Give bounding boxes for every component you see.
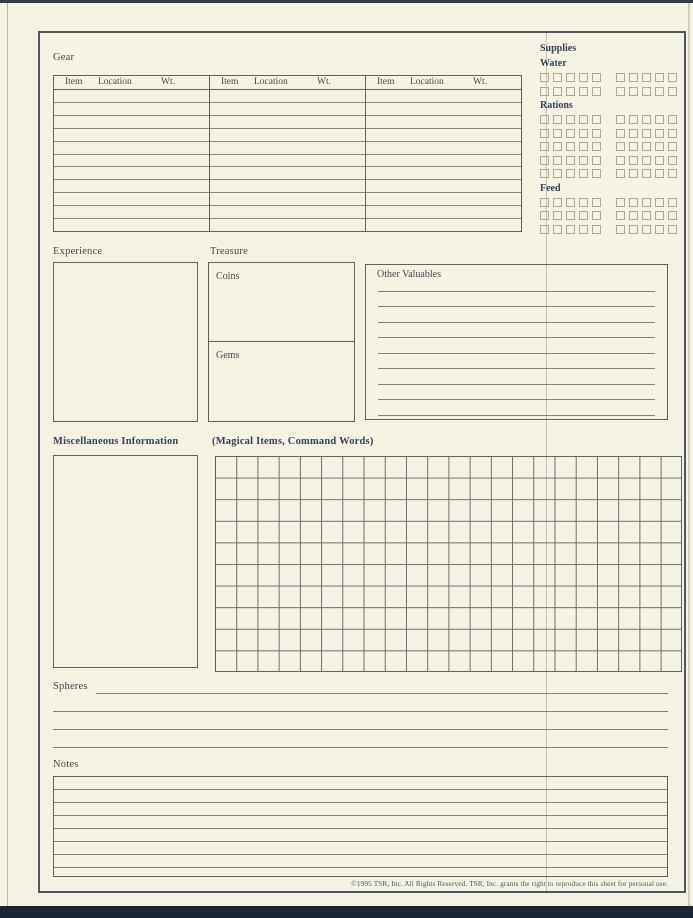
spheres-extra-lines xyxy=(53,694,668,748)
supply-checkbox[interactable] xyxy=(566,115,575,124)
supply-checkbox[interactable] xyxy=(655,156,664,165)
checkbox-cluster xyxy=(540,156,601,165)
supply-checkbox[interactable] xyxy=(629,115,638,124)
notes-line[interactable] xyxy=(54,803,667,816)
gear-row[interactable] xyxy=(54,129,209,142)
supply-checkbox[interactable] xyxy=(553,115,562,124)
gear-row[interactable] xyxy=(366,129,521,142)
supply-checkbox[interactable] xyxy=(629,129,638,138)
checkbox-cluster xyxy=(616,87,677,96)
supply-checkbox[interactable] xyxy=(592,115,601,124)
other-valuables-line[interactable] xyxy=(378,307,655,323)
gear-row[interactable] xyxy=(210,155,365,168)
supply-checkbox[interactable] xyxy=(553,142,562,151)
gear-row[interactable] xyxy=(366,180,521,193)
page-bottom-edge xyxy=(0,906,693,918)
gear-column-header: Item xyxy=(65,77,83,87)
supply-checkbox[interactable] xyxy=(642,129,651,138)
supply-checkbox[interactable] xyxy=(642,198,651,207)
supply-checkbox[interactable] xyxy=(553,156,562,165)
gear-row[interactable] xyxy=(366,167,521,180)
gear-row[interactable] xyxy=(54,167,209,180)
gear-row[interactable] xyxy=(210,206,365,219)
supply-checkbox[interactable] xyxy=(592,156,601,165)
supply-checkbox[interactable] xyxy=(629,169,638,178)
misc-info-label: Miscellaneous Information xyxy=(53,436,179,447)
supply-checkbox[interactable] xyxy=(592,198,601,207)
supply-checkbox[interactable] xyxy=(553,225,562,234)
supply-checkbox[interactable] xyxy=(655,115,664,124)
notes-line[interactable] xyxy=(54,777,667,790)
supply-checkbox[interactable] xyxy=(668,211,677,220)
gear-row[interactable] xyxy=(54,155,209,168)
supply-checkbox[interactable] xyxy=(566,211,575,220)
gear-table-group xyxy=(366,76,521,231)
supply-checkbox[interactable] xyxy=(579,87,588,96)
supply-checkbox[interactable] xyxy=(642,156,651,165)
gear-row[interactable] xyxy=(210,142,365,155)
gear-column-header: Item xyxy=(221,77,239,87)
supply-checkbox[interactable] xyxy=(668,115,677,124)
spheres-line[interactable] xyxy=(53,712,668,730)
checkbox-row xyxy=(540,87,674,96)
copyright-text: ©1995 TSR, Inc. All Rights Reserved. TSR, Inc. grants the right to reproduce this sheet for personal use. xyxy=(351,879,668,888)
supply-checkbox[interactable] xyxy=(616,87,625,96)
other-valuables-line[interactable] xyxy=(378,385,655,401)
spheres-line[interactable] xyxy=(53,694,668,712)
gear-row[interactable] xyxy=(54,103,209,116)
gear-column-header: Wt. xyxy=(473,77,487,87)
other-valuables-line[interactable] xyxy=(378,338,655,354)
supply-checkbox[interactable] xyxy=(668,169,677,178)
supply-checkbox[interactable] xyxy=(668,129,677,138)
supply-checkbox[interactable] xyxy=(579,211,588,220)
supplies-label: Supplies xyxy=(540,43,577,54)
supply-checkbox[interactable] xyxy=(642,73,651,82)
supply-checkbox[interactable] xyxy=(579,225,588,234)
supply-checkbox[interactable] xyxy=(655,129,664,138)
supply-checkbox[interactable] xyxy=(616,73,625,82)
other-valuables-line[interactable] xyxy=(378,400,655,416)
supply-checkbox[interactable] xyxy=(579,198,588,207)
supply-checkbox[interactable] xyxy=(579,169,588,178)
gear-row[interactable] xyxy=(210,90,365,103)
page-left-edge xyxy=(7,3,8,906)
supply-checkbox[interactable] xyxy=(553,73,562,82)
supply-checkbox[interactable] xyxy=(655,225,664,234)
checkbox-cluster xyxy=(540,198,601,207)
supply-checkbox[interactable] xyxy=(629,211,638,220)
gear-row[interactable] xyxy=(366,155,521,168)
supply-checkbox[interactable] xyxy=(566,129,575,138)
supply-checkbox[interactable] xyxy=(629,156,638,165)
supply-checkbox[interactable] xyxy=(540,129,549,138)
gear-row[interactable] xyxy=(210,129,365,142)
coins-label: Coins xyxy=(216,271,240,282)
supply-checkbox[interactable] xyxy=(655,198,664,207)
supply-checkbox[interactable] xyxy=(553,169,562,178)
supply-checkbox[interactable] xyxy=(566,87,575,96)
gear-row[interactable] xyxy=(366,90,521,103)
misc-info-box[interactable] xyxy=(53,455,198,668)
gear-row[interactable] xyxy=(210,116,365,129)
notes-line[interactable] xyxy=(54,855,667,868)
supply-checkbox[interactable] xyxy=(616,115,625,124)
notes-line[interactable] xyxy=(54,790,667,803)
checkbox-cluster xyxy=(540,142,601,151)
supply-checkbox[interactable] xyxy=(579,115,588,124)
supply-checkbox[interactable] xyxy=(579,142,588,151)
gear-table-header xyxy=(54,76,209,90)
supply-checkbox[interactable] xyxy=(642,211,651,220)
gear-row[interactable] xyxy=(366,103,521,116)
gear-row[interactable] xyxy=(54,193,209,206)
supply-checkbox[interactable] xyxy=(616,156,625,165)
gear-row[interactable] xyxy=(54,90,209,103)
checkbox-cluster xyxy=(540,129,601,138)
checkbox-cluster xyxy=(616,169,677,178)
supply-checkbox[interactable] xyxy=(540,225,549,234)
checkbox-row xyxy=(540,156,674,165)
gear-row[interactable] xyxy=(366,193,521,206)
supplies-groups xyxy=(540,58,674,234)
supply-checkbox[interactable] xyxy=(668,156,677,165)
checkbox-cluster xyxy=(616,156,677,165)
supplies-section xyxy=(540,43,674,238)
other-valuables-line[interactable] xyxy=(378,323,655,339)
other-valuables-line[interactable] xyxy=(378,276,655,292)
checkbox-cluster xyxy=(616,211,677,220)
gems-label: Gems xyxy=(216,350,240,361)
checkbox-row xyxy=(540,211,674,220)
checkbox-cluster xyxy=(616,142,677,151)
gear-row[interactable] xyxy=(210,180,365,193)
checkbox-cluster xyxy=(540,73,601,82)
notes-box[interactable] xyxy=(53,776,668,877)
gear-table-header xyxy=(366,76,521,90)
supplies-group-label: Water xyxy=(540,58,567,69)
supply-checkbox[interactable] xyxy=(566,169,575,178)
supply-checkbox[interactable] xyxy=(566,142,575,151)
supply-checkbox[interactable] xyxy=(655,87,664,96)
gear-row[interactable] xyxy=(366,219,521,231)
supply-checkbox[interactable] xyxy=(579,129,588,138)
checkbox-cluster xyxy=(540,225,601,234)
supply-checkbox[interactable] xyxy=(616,198,625,207)
supply-checkbox[interactable] xyxy=(566,73,575,82)
gear-column-header: Wt. xyxy=(317,77,331,87)
supply-checkbox[interactable] xyxy=(616,225,625,234)
supply-checkbox[interactable] xyxy=(592,142,601,151)
coins-gems-box xyxy=(208,262,355,422)
supply-checkbox[interactable] xyxy=(540,198,549,207)
supply-checkbox[interactable] xyxy=(540,211,549,220)
gear-row[interactable] xyxy=(54,180,209,193)
page-top-edge xyxy=(0,0,693,3)
gear-column-header: Location xyxy=(254,77,288,87)
other-valuables-box[interactable] xyxy=(365,264,668,420)
spheres-label: Spheres xyxy=(53,681,88,692)
checkbox-cluster xyxy=(616,129,677,138)
supply-checkbox[interactable] xyxy=(579,156,588,165)
checkbox-cluster xyxy=(616,73,677,82)
gear-row[interactable] xyxy=(366,142,521,155)
checkbox-row xyxy=(540,142,674,151)
supply-checkbox[interactable] xyxy=(540,115,549,124)
coins-box[interactable] xyxy=(209,263,354,342)
magical-items-grid[interactable] xyxy=(215,456,682,672)
notes-line[interactable] xyxy=(54,829,667,842)
checkbox-cluster xyxy=(616,198,677,207)
treasure-section-label: Treasure xyxy=(210,246,248,257)
checkbox-cluster xyxy=(540,211,601,220)
supply-checkbox[interactable] xyxy=(540,142,549,151)
supply-checkbox[interactable] xyxy=(668,142,677,151)
supply-checkbox[interactable] xyxy=(566,156,575,165)
gear-table-header xyxy=(210,76,365,90)
other-valuables-label: Other Valuables xyxy=(377,269,441,280)
supply-checkbox[interactable] xyxy=(616,142,625,151)
experience-box[interactable] xyxy=(53,262,198,422)
magical-items-label: (Magical Items, Command Words) xyxy=(212,436,374,447)
checkbox-row xyxy=(540,225,674,234)
other-valuables-line[interactable] xyxy=(378,354,655,370)
supply-checkbox[interactable] xyxy=(642,87,651,96)
supply-checkbox[interactable] xyxy=(579,73,588,82)
supply-checkbox[interactable] xyxy=(540,156,549,165)
supply-checkbox[interactable] xyxy=(668,87,677,96)
notes-label: Notes xyxy=(53,759,79,770)
page-right-edge xyxy=(688,3,690,906)
gems-box[interactable] xyxy=(209,342,354,421)
supply-checkbox[interactable] xyxy=(629,73,638,82)
supply-checkbox[interactable] xyxy=(642,142,651,151)
gear-row[interactable] xyxy=(366,206,521,219)
checkbox-cluster xyxy=(616,115,677,124)
gear-row[interactable] xyxy=(210,193,365,206)
supplies-group-label: Feed xyxy=(540,182,561,194)
gear-table-group xyxy=(210,76,366,231)
supply-checkbox[interactable] xyxy=(540,87,549,96)
supply-checkbox[interactable] xyxy=(592,87,601,96)
gear-row[interactable] xyxy=(54,116,209,129)
supply-checkbox[interactable] xyxy=(616,211,625,220)
gear-row[interactable] xyxy=(210,167,365,180)
supply-checkbox[interactable] xyxy=(553,87,562,96)
supply-checkbox[interactable] xyxy=(592,211,601,220)
checkbox-row xyxy=(540,129,674,138)
supply-checkbox[interactable] xyxy=(616,169,625,178)
gear-column-header: Wt. xyxy=(161,77,175,87)
other-valuables-line[interactable] xyxy=(378,369,655,385)
spheres-line[interactable] xyxy=(96,681,668,694)
supply-checkbox[interactable] xyxy=(553,211,562,220)
notes-line[interactable] xyxy=(54,816,667,829)
supply-checkbox[interactable] xyxy=(655,142,664,151)
gear-table xyxy=(53,75,522,232)
supply-checkbox[interactable] xyxy=(592,129,601,138)
supply-checkbox[interactable] xyxy=(592,169,601,178)
checkbox-cluster xyxy=(616,225,677,234)
supplies-group-label: Rations xyxy=(540,100,573,111)
gear-column-header: Location xyxy=(98,77,132,87)
supply-checkbox[interactable] xyxy=(553,129,562,138)
supply-checkbox[interactable] xyxy=(629,87,638,96)
checkbox-row xyxy=(540,169,674,178)
other-valuables-lines xyxy=(378,276,655,416)
supply-checkbox[interactable] xyxy=(668,198,677,207)
checkbox-cluster xyxy=(540,169,601,178)
gear-table-group xyxy=(54,76,210,231)
other-valuables-line[interactable] xyxy=(378,292,655,308)
gear-section-label: Gear xyxy=(53,52,75,63)
supply-checkbox[interactable] xyxy=(553,198,562,207)
gear-row[interactable] xyxy=(54,219,209,231)
experience-section-label: Experience xyxy=(53,246,103,257)
supply-checkbox[interactable] xyxy=(655,169,664,178)
supply-checkbox[interactable] xyxy=(540,73,549,82)
gear-row[interactable] xyxy=(54,206,209,219)
checkbox-row xyxy=(540,73,674,82)
supply-checkbox[interactable] xyxy=(655,211,664,220)
supply-checkbox[interactable] xyxy=(540,169,549,178)
gear-row[interactable] xyxy=(54,142,209,155)
gear-row[interactable] xyxy=(210,219,365,231)
checkbox-cluster xyxy=(540,87,601,96)
gear-row[interactable] xyxy=(210,103,365,116)
checkbox-row xyxy=(540,198,674,207)
gear-row[interactable] xyxy=(366,116,521,129)
supply-checkbox[interactable] xyxy=(616,129,625,138)
gear-column-header: Item xyxy=(377,77,395,87)
gear-column-header: Location xyxy=(410,77,444,87)
supply-checkbox[interactable] xyxy=(642,169,651,178)
supply-checkbox[interactable] xyxy=(642,225,651,234)
supply-checkbox[interactable] xyxy=(629,142,638,151)
supply-checkbox[interactable] xyxy=(592,225,601,234)
supply-checkbox[interactable] xyxy=(668,225,677,234)
spheres-line[interactable] xyxy=(53,730,668,748)
supply-checkbox[interactable] xyxy=(642,115,651,124)
checkbox-row xyxy=(540,115,674,124)
supply-checkbox[interactable] xyxy=(629,198,638,207)
supply-checkbox[interactable] xyxy=(629,225,638,234)
notes-line[interactable] xyxy=(54,842,667,855)
supply-checkbox[interactable] xyxy=(655,73,664,82)
checkbox-cluster xyxy=(540,115,601,124)
supply-checkbox[interactable] xyxy=(566,198,575,207)
supply-checkbox[interactable] xyxy=(566,225,575,234)
supply-checkbox[interactable] xyxy=(592,73,601,82)
supply-checkbox[interactable] xyxy=(668,73,677,82)
